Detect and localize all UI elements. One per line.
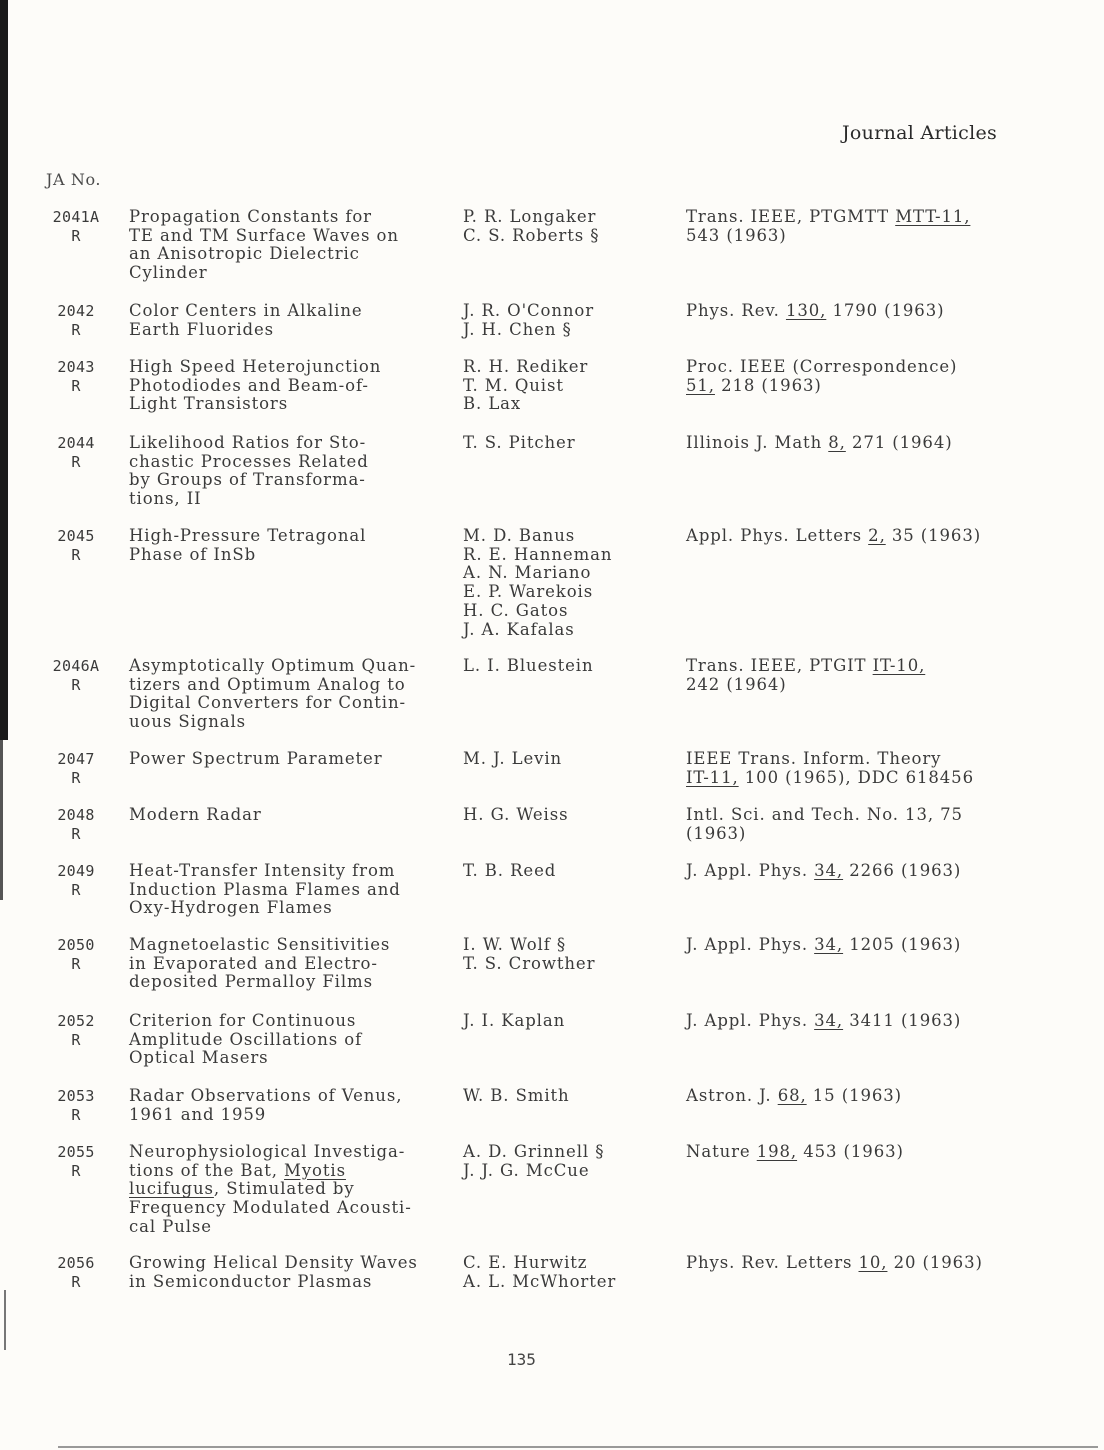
underlined-text: 130,: [785, 301, 827, 320]
title-line: an Anisotropic Dielectric: [129, 244, 360, 264]
article-authors: [463, 806, 663, 825]
reference-line: [686, 1254, 1016, 1273]
article-authors: [463, 862, 663, 881]
ja-number: [48, 1012, 104, 1049]
author-name: R. H. Rediker: [463, 357, 589, 376]
scan-edge-bar: [0, 740, 3, 900]
journal-reference: [686, 527, 1016, 546]
article-authors: [463, 434, 663, 453]
text-segment: 1790 (1963): [826, 301, 945, 320]
ja-number-label: JA No.: [46, 170, 102, 189]
text-segment: tions of the Bat,: [129, 1160, 285, 1180]
title-line: [129, 1199, 449, 1218]
ja-number-suffix: R: [71, 1161, 81, 1180]
author-name: P. R. Longaker: [463, 207, 597, 226]
title-line: [129, 1162, 449, 1181]
underlined-text: 34,: [814, 861, 844, 880]
article-authors: [463, 1143, 663, 1180]
ja-number: [48, 1254, 104, 1291]
author-name: T. B. Reed: [463, 861, 557, 880]
title-line: Power Spectrum Parameter: [129, 749, 383, 768]
text-segment: cal Pulse: [129, 1216, 212, 1236]
text-segment: J. Appl. Phys.: [686, 861, 815, 880]
ja-number: [48, 302, 104, 339]
reference-line: [686, 825, 1016, 844]
ja-number-value: 2046A: [52, 657, 100, 675]
reference-line: [686, 527, 1016, 546]
title-line: Amplitude Oscillations of: [129, 1029, 363, 1049]
ja-number-value: 2049: [57, 862, 95, 880]
ja-number-value: 2044: [57, 434, 95, 452]
author-name: T. S. Crowther: [463, 953, 596, 973]
author-name: C. E. Hurwitz: [463, 1253, 588, 1272]
reference-line: [686, 302, 1016, 321]
article-title: [129, 527, 449, 564]
ja-number-value: 2043: [57, 358, 95, 376]
ja-number: [48, 936, 104, 973]
ja-number-suffix: R: [71, 824, 81, 843]
author-name: H. C. Gatos: [463, 600, 569, 620]
ja-number: [48, 527, 104, 564]
underlined-text: IT-11,: [686, 767, 739, 787]
article-title: [129, 358, 449, 414]
underlined-text: lucifugus: [129, 1179, 214, 1199]
ja-number: [48, 862, 104, 899]
title-line: TE and TM Surface Waves on: [129, 225, 399, 245]
title-line: [129, 1218, 449, 1237]
author-name: M. J. Levin: [463, 749, 563, 768]
scan-edge-bar: [4, 1290, 6, 1350]
journal-reference: [686, 1143, 1016, 1162]
ja-number-value: 2050: [57, 936, 95, 954]
text-segment: Trans. IEEE, PTGIT: [686, 656, 873, 675]
text-segment: 453 (1963): [797, 1142, 904, 1161]
title-line: Likelihood Ratios for Sto-: [129, 433, 367, 452]
ja-number-suffix: R: [71, 376, 81, 395]
title-line: [129, 1143, 449, 1162]
text-segment: 2266 (1963): [843, 861, 962, 880]
ja-number-value: 2045: [57, 527, 95, 545]
author-name: A. L. McWhorter: [463, 1271, 617, 1291]
scan-bottom-line: [58, 1446, 1098, 1448]
title-line: High Speed Heterojunction: [129, 357, 382, 376]
ja-number: [48, 750, 104, 787]
ja-number-suffix: R: [71, 1105, 81, 1124]
article-title: [129, 750, 449, 769]
ja-number-suffix: R: [71, 954, 81, 973]
article-title: [129, 302, 449, 339]
article-authors: [463, 750, 663, 769]
text-segment: 15 (1963): [806, 1086, 902, 1105]
text-segment: Neurophysiological Investiga-: [129, 1142, 406, 1161]
journal-reference: [686, 806, 1016, 843]
title-line: Induction Plasma Flames and: [129, 879, 401, 899]
article-title: [129, 862, 449, 918]
title-line: Color Centers in Alkaline: [129, 301, 363, 320]
text-segment: , Stimulated by: [213, 1179, 355, 1199]
title-line: Optical Masers: [129, 1048, 269, 1068]
title-line: Photodiodes and Beam-of-: [129, 375, 369, 395]
title-line: Growing Helical Density Waves: [129, 1253, 418, 1272]
reference-line: [686, 657, 1016, 676]
article-authors: [463, 358, 663, 414]
reference-line: [686, 862, 1016, 881]
author-name: E. P. Warekois: [463, 582, 594, 602]
ja-number-value: 2042: [57, 302, 95, 320]
title-line: Heat-Transfer Intensity from: [129, 861, 396, 880]
underlined-text: 10,: [858, 1253, 888, 1272]
ja-number-suffix: R: [71, 545, 81, 564]
article-title: [129, 806, 449, 825]
article-authors: [463, 936, 663, 973]
underlined-text: 198,: [756, 1142, 798, 1161]
ja-number: [48, 1143, 104, 1180]
title-line: Propagation Constants for: [129, 207, 372, 226]
journal-reference: [686, 358, 1016, 395]
article-title: [129, 1087, 449, 1124]
underlined-text: 34,: [814, 1011, 844, 1030]
text-segment: Phys. Rev.: [686, 301, 786, 320]
reference-line: [686, 676, 1016, 695]
text-segment: 20 (1963): [887, 1253, 983, 1272]
reference-line: [686, 806, 1016, 825]
ja-number: [48, 806, 104, 843]
journal-reference: [686, 1254, 1016, 1273]
journal-reference: [686, 208, 1016, 245]
journal-reference: [686, 862, 1016, 881]
text-segment: 271 (1964): [845, 433, 953, 452]
article-title: [129, 1254, 449, 1291]
ja-number-suffix: R: [71, 768, 81, 787]
underlined-text: 34,: [814, 935, 844, 954]
author-name: M. D. Banus: [463, 526, 576, 545]
title-line: Criterion for Continuous: [129, 1011, 357, 1030]
title-line: Radar Observations of Venus,: [129, 1086, 403, 1105]
author-name: I. W. Wolf §: [463, 935, 567, 954]
ja-number-value: 2053: [57, 1087, 95, 1105]
author-name: J. A. Kafalas: [463, 619, 575, 639]
title-line: Asymptotically Optimum Quan-: [129, 656, 417, 675]
text-segment: Appl. Phys. Letters: [686, 526, 869, 545]
journal-reference: [686, 434, 1016, 453]
ja-number-suffix: R: [71, 880, 81, 899]
ja-number: [48, 434, 104, 471]
text-segment: 3411 (1963): [843, 1011, 962, 1030]
title-line: 1961 and 1959: [129, 1104, 267, 1124]
title-line: in Semiconductor Plasmas: [129, 1271, 373, 1291]
ja-number-suffix: R: [71, 1030, 81, 1049]
text-segment: Astron. J.: [686, 1086, 778, 1105]
journal-reference: [686, 657, 1016, 694]
title-line: Cylinder: [129, 263, 208, 283]
underlined-text: 51,: [686, 375, 715, 395]
article-title: [129, 936, 449, 992]
underlined-text: 2,: [868, 526, 886, 545]
scan-edge-bar: [0, 0, 8, 740]
title-line: in Evaporated and Electro-: [129, 953, 378, 973]
reference-line: [686, 936, 1016, 955]
ja-number-value: 2052: [57, 1012, 95, 1030]
article-authors: [463, 1087, 663, 1106]
article-authors: [463, 1012, 663, 1031]
ja-number-suffix: R: [71, 1272, 81, 1291]
text-segment: Nature: [686, 1142, 757, 1161]
journal-reference: [686, 750, 1016, 787]
title-line: Modern Radar: [129, 805, 262, 824]
reference-line: [686, 1143, 1016, 1162]
title-line: tions, II: [129, 489, 202, 509]
author-name: J. J. G. McCue: [463, 1160, 590, 1180]
ja-number: [48, 657, 104, 694]
text-segment: Illinois J. Math: [686, 433, 829, 452]
title-line: deposited Permalloy Films: [129, 972, 373, 992]
text-segment: Proc. IEEE (Correspondence): [686, 357, 958, 376]
text-segment: (1963): [686, 823, 747, 843]
text-segment: J. Appl. Phys.: [686, 1011, 815, 1030]
article-authors: [463, 302, 663, 339]
reference-line: [686, 1087, 1016, 1106]
journal-reference: [686, 936, 1016, 955]
text-segment: 543 (1963): [686, 225, 787, 245]
article-authors: [463, 527, 663, 639]
ja-number-value: 2047: [57, 750, 95, 768]
reference-line: [686, 750, 1016, 769]
article-title: [129, 434, 449, 509]
page-number: 135: [507, 1350, 536, 1369]
title-line: chastic Processes Related: [129, 451, 369, 471]
text-segment: Phys. Rev. Letters: [686, 1253, 859, 1272]
underlined-text: MTT-11,: [895, 207, 971, 226]
author-name: T. M. Quist: [463, 375, 564, 395]
text-segment: 100 (1965), DDC 618456: [738, 767, 974, 787]
author-name: A. N. Mariano: [463, 563, 592, 583]
journal-reference: [686, 1012, 1016, 1031]
author-name: H. G. Weiss: [463, 805, 569, 824]
reference-line: [686, 434, 1016, 453]
underlined-text: Myotis: [284, 1160, 346, 1180]
section-title: Journal Articles: [842, 122, 998, 144]
ja-number: [48, 358, 104, 395]
author-name: C. S. Roberts §: [463, 225, 600, 245]
reference-line: [686, 227, 1016, 246]
author-name: W. B. Smith: [463, 1086, 570, 1105]
article-authors: [463, 208, 663, 245]
reference-line: [686, 377, 1016, 396]
article-title: [129, 1012, 449, 1068]
text-segment: 1205 (1963): [843, 935, 962, 954]
ja-number-value: 2056: [57, 1254, 95, 1272]
text-segment: 35 (1963): [885, 526, 982, 545]
article-authors: [463, 657, 663, 676]
title-line: Phase of InSb: [129, 544, 257, 564]
ja-number-value: 2041A: [52, 208, 100, 226]
title-line: uous Signals: [129, 712, 247, 732]
author-name: J. R. O'Connor: [463, 301, 595, 320]
author-name: J. I. Kaplan: [463, 1011, 566, 1030]
author-name: A. D. Grinnell §: [463, 1142, 605, 1161]
title-line: Earth Fluorides: [129, 319, 275, 339]
ja-number-suffix: R: [71, 320, 81, 339]
author-name: T. S. Pitcher: [463, 433, 576, 452]
title-line: High-Pressure Tetragonal: [129, 526, 367, 545]
text-segment: Frequency Modulated Acousti-: [129, 1198, 412, 1218]
journal-reference: [686, 1087, 1016, 1106]
article-title: [129, 1143, 449, 1237]
reference-line: [686, 1012, 1016, 1031]
title-line: [129, 1180, 449, 1199]
author-name: J. H. Chen §: [463, 319, 572, 339]
title-line: Digital Converters for Contin-: [129, 693, 406, 713]
text-segment: 242 (1964): [686, 674, 787, 694]
title-line: Oxy-Hydrogen Flames: [129, 898, 333, 918]
reference-line: [686, 208, 1016, 227]
text-segment: 218 (1963): [714, 375, 822, 395]
underlined-text: 8,: [828, 433, 846, 452]
title-line: by Groups of Transforma-: [129, 470, 366, 490]
author-name: L. I. Bluestein: [463, 656, 594, 675]
author-name: R. E. Hanneman: [463, 544, 613, 564]
ja-number-suffix: R: [71, 675, 81, 694]
article-title: [129, 208, 449, 283]
author-name: B. Lax: [463, 394, 522, 414]
text-segment: IEEE Trans. Inform. Theory: [686, 749, 942, 768]
article-title: [129, 657, 449, 732]
underlined-text: 68,: [777, 1086, 807, 1105]
ja-number-suffix: R: [71, 226, 81, 245]
ja-number: [48, 208, 104, 245]
ja-number: [48, 1087, 104, 1124]
ja-number-suffix: R: [71, 452, 81, 471]
article-authors: [463, 1254, 663, 1291]
text-segment: Intl. Sci. and Tech. No. 13, 75: [686, 805, 963, 824]
ja-number-value: 2048: [57, 806, 95, 824]
underlined-text: IT-10,: [872, 656, 926, 675]
title-line: Light Transistors: [129, 394, 289, 414]
text-segment: J. Appl. Phys.: [686, 935, 815, 954]
text-segment: Trans. IEEE, PTGMTT: [686, 207, 896, 226]
ja-number-value: 2055: [57, 1143, 95, 1161]
reference-line: [686, 358, 1016, 377]
title-line: Magnetoelastic Sensitivities: [129, 935, 391, 954]
reference-line: [686, 769, 1016, 788]
title-line: tizers and Optimum Analog to: [129, 674, 406, 694]
journal-reference: [686, 302, 1016, 321]
